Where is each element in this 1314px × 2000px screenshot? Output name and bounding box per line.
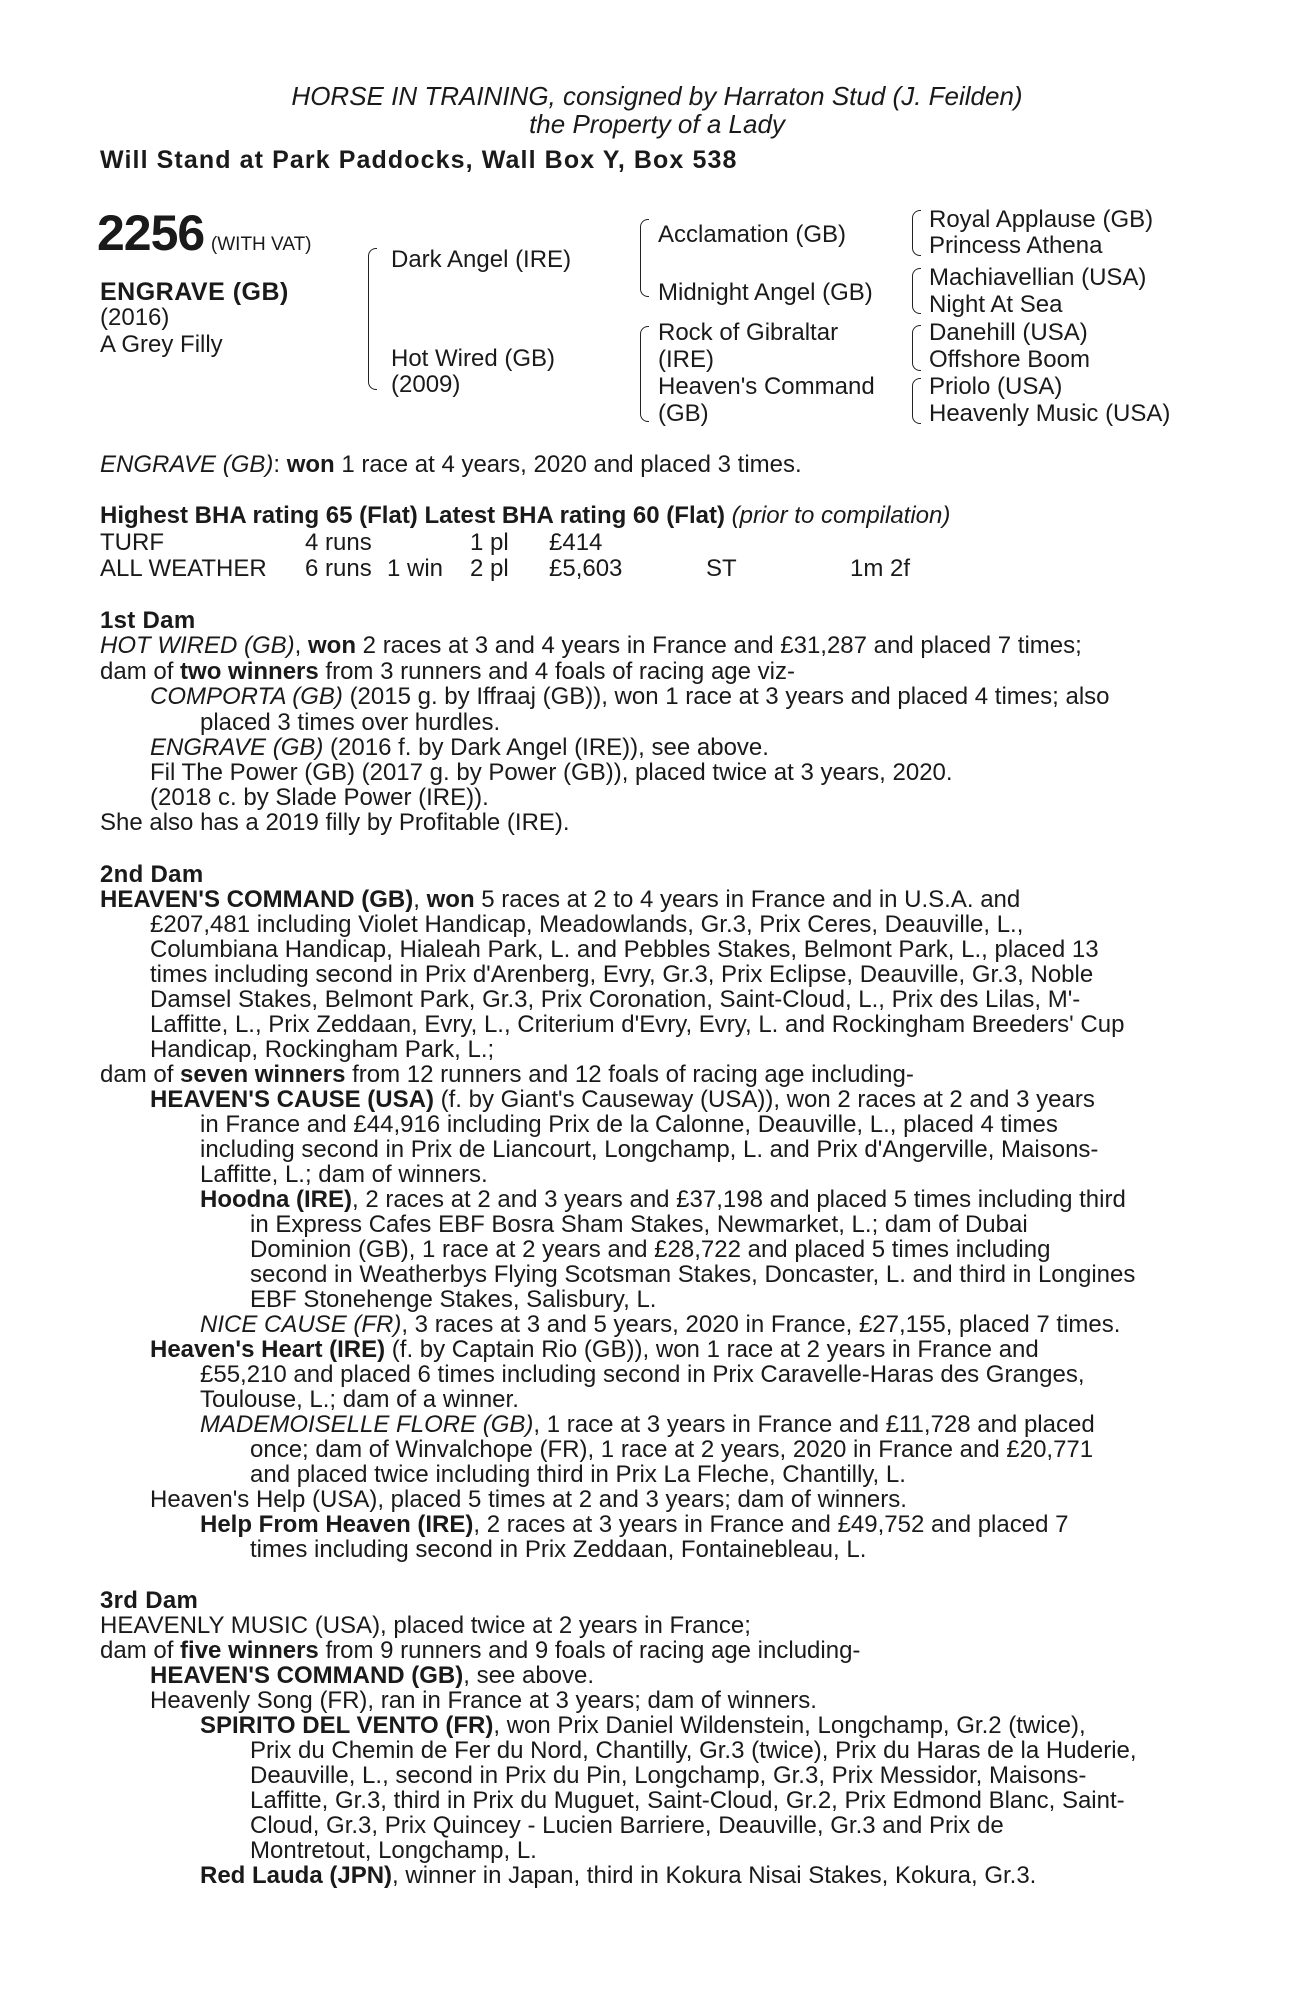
third-dam-produce-line xyxy=(100,1638,860,1664)
produce-text-cont: Deauville, L., second in Prix du Pin, Longchamp, Gr.3, Prix Messidor, Maisons- xyxy=(250,1762,1087,1789)
pedigree-brace-g3d xyxy=(912,378,921,424)
third-dam-heading: 3rd Dam xyxy=(100,1587,199,1614)
produce-entry xyxy=(200,1412,1205,1438)
produce-text: , 2 races at 2 and 3 years and £37,198 and placed 5 times including third xyxy=(351,1186,1126,1213)
second-dam-line1: HEAVEN'S COMMAND (GB), won 5 races at 2 to 4 years in France and in U.S.A. and xyxy=(100,886,1021,913)
pedigree-g3-1: Royal Applause (GB) xyxy=(929,206,1154,233)
pedigree-dam-line2: (2009) xyxy=(391,371,461,398)
horse-year: (2016) xyxy=(100,304,170,331)
produce-note: She also has a 2019 filly by Profitable (IRE). xyxy=(100,809,570,836)
pedigree-g3-7: Priolo (USA) xyxy=(929,373,1063,400)
first-dam-produce-b: two winners xyxy=(180,658,319,685)
pedigree-sire-dam: Midnight Angel (GB) xyxy=(658,279,873,306)
produce-entry xyxy=(150,684,1205,710)
produce-text-cont: including second in Prix de Liancourt, Longchamp, L. and Prix d'Angerville, Maisons- xyxy=(200,1136,1099,1163)
produce-name: COMPORTA (GB) xyxy=(150,683,343,710)
second-dam-text: times including second in Prix d'Arenberg, Evry, Gr.3, Prix Eclipse, Deauville, Gr.3, Noble xyxy=(150,961,1094,988)
pedigree-dam-dam-line2: (GB) xyxy=(658,400,709,427)
produce-name: SPIRITO DEL VENTO (FR) xyxy=(200,1712,494,1739)
produce-text: , 2 races at 3 years in France and £49,752 and placed 7 xyxy=(473,1511,1069,1538)
stats-going: ST xyxy=(706,555,737,582)
first-dam-name: HOT WIRED (GB) xyxy=(100,632,295,659)
stand-location: Will Stand at Park Paddocks, Wall Box Y, Box 538 xyxy=(100,146,738,174)
stats-distance: 1m 2f xyxy=(850,555,911,582)
pedigree-g3-2: Princess Athena xyxy=(929,232,1103,259)
produce-name: Heaven's Heart (IRE) xyxy=(150,1336,386,1363)
produce-entry: Fil The Power (GB) (2017 g. by Power (GB)), placed twice at 3 years, 2020. xyxy=(150,759,953,786)
produce-entry xyxy=(200,1863,1036,1889)
pedigree-sire: Dark Angel (IRE) xyxy=(391,246,572,273)
produce-name: Help From Heaven (IRE) xyxy=(200,1511,474,1538)
produce-text: , winner in Japan, third in Kokura Nisai Stakes, Kokura, Gr.3. xyxy=(392,1862,1037,1889)
produce-text-cont: Dominion (GB), 1 race at 2 years and £28,722 and placed 5 times including xyxy=(250,1236,1051,1263)
pedigree-g3-8: Heavenly Music (USA) xyxy=(929,400,1171,427)
produce-name: Red Lauda (JPN) xyxy=(200,1862,393,1889)
second-dam-won: won xyxy=(426,886,475,913)
pedigree-g3-3: Machiavellian (USA) xyxy=(929,264,1147,291)
rating-note: (prior to compilation) xyxy=(731,502,951,529)
pedigree-dam-line1: Hot Wired (GB) xyxy=(391,345,556,372)
second-dam-produce-a: dam of xyxy=(100,1061,174,1088)
pedigree-g3-4: Night At Sea xyxy=(929,291,1063,318)
first-dam-won: won xyxy=(308,632,356,659)
produce-name: Hoodna (IRE) xyxy=(200,1186,352,1213)
rating-line xyxy=(100,503,950,529)
consignor-line: HORSE IN TRAINING, consigned by Harraton Stud (J. Feilden) xyxy=(291,81,1023,111)
race-summary xyxy=(100,452,802,478)
horse-description: A Grey Filly xyxy=(100,331,223,358)
produce-name: HEAVEN'S CAUSE (USA) xyxy=(150,1086,434,1113)
lot-number-row xyxy=(97,207,312,259)
produce-entry xyxy=(200,1187,1205,1213)
pedigree-brace-dam xyxy=(640,326,649,422)
pedigree-dam-sire-line1: Rock of Gibraltar xyxy=(658,319,839,346)
second-dam-text: Damsel Stakes, Belmont Park, Gr.3, Prix Coronation, Saint-Cloud, L., Prix des Lilas, M'- xyxy=(150,986,1081,1013)
first-dam-produce-line xyxy=(100,659,795,685)
second-dam-text: £207,481 including Violet Handicap, Meadowlands, Gr.3, Prix Ceres, Deauville, L., xyxy=(150,911,1024,938)
third-dam-produce-a: dam of xyxy=(100,1637,174,1664)
stats-surface: ALL WEATHER xyxy=(100,555,267,582)
third-dam-produce-c: from 9 runners and 9 foals of racing age including- xyxy=(325,1637,861,1664)
pedigree-brace-g3a xyxy=(912,210,921,256)
pedigree-dam-sire-line2: (IRE) xyxy=(658,346,714,373)
produce-text: , 3 races at 3 and 5 years, 2020 in France, £27,155, placed 7 times. xyxy=(401,1311,1121,1338)
pedigree-sire-sire: Acclamation (GB) xyxy=(658,221,847,248)
produce-entry: Heavenly Song (FR), ran in France at 3 years; dam of winners. xyxy=(150,1687,817,1714)
produce-text: , won Prix Daniel Wildenstein, Longchamp, Gr.2 (twice), xyxy=(493,1712,1086,1739)
summary-won: won xyxy=(286,451,335,478)
pedigree-g3-6: Offshore Boom xyxy=(929,346,1090,373)
produce-text-cont: £55,210 and placed 6 times including second in Prix Caravelle-Haras des Granges, xyxy=(200,1361,1085,1388)
first-dam-produce-a: dam of xyxy=(100,658,174,685)
property-line: the Property of a Lady xyxy=(529,109,785,139)
vat-label: (WITH VAT) xyxy=(210,234,312,255)
horse-name: ENGRAVE (GB) xyxy=(100,278,289,306)
third-dam-line1: HEAVENLY MUSIC (USA), placed twice at 2 years in France; xyxy=(100,1612,751,1639)
first-dam-record: 2 races at 3 and 4 years in France and £31,287 and placed 7 times; xyxy=(362,632,1082,659)
produce-text-cont: Toulouse, L.; dam of a winner. xyxy=(200,1386,519,1413)
summary-horse-name: ENGRAVE (GB) xyxy=(100,451,274,478)
produce-text-cont: EBF Stonehenge Stakes, Salisbury, L. xyxy=(250,1286,657,1313)
second-dam-produce-c: from 12 runners and 12 foals of racing age including- xyxy=(352,1061,914,1088)
summary-text: 1 race at 4 years, 2020 and placed 3 times. xyxy=(341,451,802,478)
produce-text: (f. by Captain Rio (GB)), won 1 race at 2 years in France and xyxy=(391,1336,1039,1363)
produce-text: , see above. xyxy=(463,1662,595,1689)
produce-entry xyxy=(150,735,769,761)
first-dam-produce-c: from 3 runners and 4 foals of racing age viz- xyxy=(325,658,795,685)
produce-entry: Heaven's Help (USA), placed 5 times at 2 and 3 years; dam of winners. xyxy=(150,1486,907,1513)
first-dam-line: HOT WIRED (GB), won 2 races at 3 and 4 years in France and £31,287 and placed 7 times; xyxy=(100,632,1082,659)
produce-name: HEAVEN'S COMMAND (GB) xyxy=(150,1662,464,1689)
produce-text: (2016 f. by Dark Angel (IRE)), see above. xyxy=(330,734,769,761)
produce-entry xyxy=(150,1087,1205,1113)
produce-name: MADEMOISELLE FLORE (GB) xyxy=(200,1411,534,1438)
produce-text: , 1 race at 3 years in France and £11,728 and placed xyxy=(533,1411,1095,1438)
produce-text-cont: Laffitte, L.; dam of winners. xyxy=(200,1161,488,1188)
pedigree-dam-dam-line1: Heaven's Command xyxy=(658,373,875,400)
rating-bold: Highest BHA rating 65 (Flat) Latest BHA rating 60 (Flat) xyxy=(100,502,725,529)
second-dam-produce-b: seven winners xyxy=(180,1061,346,1088)
produce-entry xyxy=(200,1312,1120,1338)
second-dam-text: Columbiana Handicap, Hialeah Park, L. and Pebbles Stakes, Belmont Park, L., placed 13 xyxy=(150,936,1099,963)
produce-entry xyxy=(200,1713,1205,1739)
produce-text-cont: and placed twice including third in Prix La Fleche, Chantilly, L. xyxy=(250,1461,906,1488)
produce-text-cont: Laffitte, Gr.3, third in Prix du Muguet, Saint-Cloud, Gr.2, Prix Edmond Blanc, Saint- xyxy=(250,1787,1125,1814)
stats-wins: 1 win xyxy=(387,555,444,582)
produce-text-cont: placed 3 times over hurdles. xyxy=(200,709,501,736)
produce-text: (2015 g. by Iffraaj (GB)), won 1 race at 3 years and placed 4 times; also xyxy=(349,683,1110,710)
third-dam-produce-b: five winners xyxy=(180,1637,319,1664)
produce-text-cont: once; dam of Winvalchope (FR), 1 race at 2 years, 2020 in France and £20,771 xyxy=(250,1436,1094,1463)
pedigree-brace-g3b xyxy=(912,268,921,314)
produce-text-cont: in Express Cafes EBF Bosra Sham Stakes, Newmarket, L.; dam of Dubai xyxy=(250,1211,1028,1238)
pedigree-g3-5: Danehill (USA) xyxy=(929,319,1088,346)
produce-name: NICE CAUSE (FR) xyxy=(200,1311,402,1338)
stats-money: £414 xyxy=(549,529,603,556)
stats-places: 2 pl xyxy=(470,555,509,582)
second-dam-text: Laffitte, L., Prix Zeddaan, Evry, L., Criterium d'Evry, Evry, L. and Rockingham Breeders' Cup xyxy=(150,1011,1125,1038)
second-dam-heading: 2nd Dam xyxy=(100,861,204,888)
pedigree-brace-sire xyxy=(640,219,649,297)
produce-text-cont: Montretout, Longchamp, L. xyxy=(250,1837,537,1864)
stats-runs: 6 runs xyxy=(305,555,372,582)
summary-colon: : xyxy=(273,451,281,478)
second-dam-produce-line xyxy=(100,1062,914,1088)
produce-text-cont: Prix du Chemin de Fer du Nord, Chantilly, Gr.3 (twice), Prix du Haras de la Huderie, xyxy=(250,1737,1137,1764)
produce-text: (f. by Giant's Causeway (USA)), won 2 races at 2 and 3 years xyxy=(440,1086,1095,1113)
stats-runs: 4 runs xyxy=(305,529,372,556)
second-dam-name: HEAVEN'S COMMAND (GB) xyxy=(100,886,414,913)
produce-name: ENGRAVE (GB) xyxy=(150,734,324,761)
stats-money: £5,603 xyxy=(549,555,623,582)
produce-entry: (2018 c. by Slade Power (IRE)). xyxy=(150,784,489,811)
second-dam-text: Handicap, Rockingham Park, L.; xyxy=(150,1036,495,1063)
produce-text-cont: Cloud, Gr.3, Prix Quincey - Lucien Barriere, Deauville, Gr.3 and Prix de xyxy=(250,1812,1004,1839)
stats-places: 1 pl xyxy=(470,529,509,556)
pedigree-brace-g3c xyxy=(912,325,921,371)
produce-text-cont: second in Weatherbys Flying Scotsman Stakes, Doncaster, L. and third in Longines xyxy=(250,1261,1136,1288)
produce-entry xyxy=(150,1337,1205,1363)
produce-entry xyxy=(150,1663,594,1689)
first-dam-heading: 1st Dam xyxy=(100,607,196,634)
pedigree-brace-gen1 xyxy=(368,248,377,390)
lot-number: 2256 xyxy=(97,205,205,261)
produce-text-cont: times including second in Prix Zeddaan, Fontainebleau, L. xyxy=(250,1536,867,1563)
produce-entry xyxy=(200,1512,1205,1538)
stats-surface: TURF xyxy=(100,529,164,556)
second-dam-text: 5 races at 2 to 4 years in France and in U.S.A. and xyxy=(481,886,1021,913)
produce-text-cont: in France and £44,916 including Prix de la Calonne, Deauville, L., placed 4 times xyxy=(200,1111,1058,1138)
